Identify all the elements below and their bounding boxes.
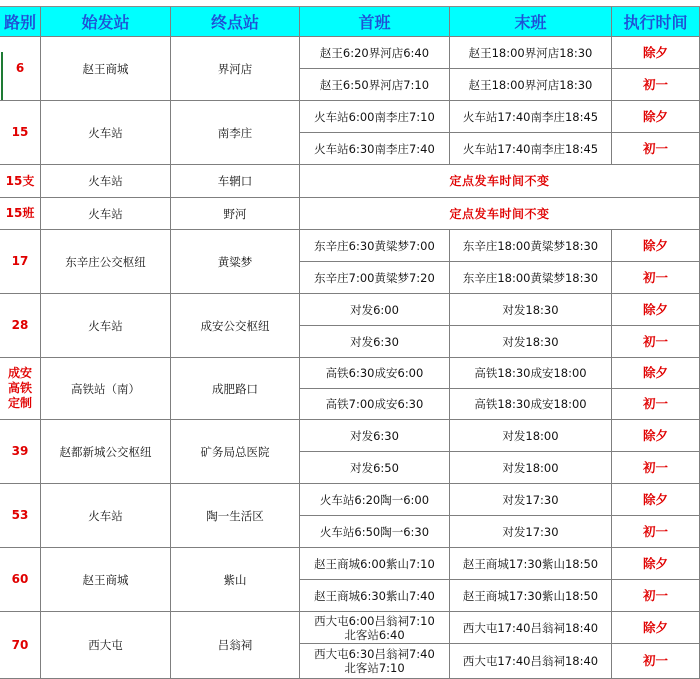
end-station: 车辋口 [171,165,300,198]
route-number: 28 [0,294,41,358]
exec-day: 除夕 [612,294,700,326]
first-bus-time: 赵王商城6:30紫山7:40 [300,580,450,612]
exec-day: 除夕 [612,37,700,69]
last-bus-time: 高铁18:30成安18:00 [450,389,612,420]
first-bus-time: 赵王6:20界河店6:40 [300,37,450,69]
schedule-notice: 定点发车时间不变 [300,198,700,230]
first-bus-time: 西大屯6:30吕翁祠7:40 北客站7:10 [300,644,450,679]
start-station: 火车站 [41,294,171,358]
first-bus-time: 火车站6:30南李庄7:40 [300,133,450,165]
route-number: 15 [0,101,41,165]
header-first-bus: 首班 [300,7,450,37]
first-bus-time: 东辛庄6:30黄粱梦7:00 [300,230,450,262]
end-station: 野河 [171,198,300,230]
start-station: 火车站 [41,198,171,230]
end-station: 吕翁祠 [171,612,300,679]
start-station: 赵都新城公交枢纽 [41,420,171,484]
route-number: 成安 高铁 定制 [0,358,41,420]
first-bus-time: 高铁6:30成安6:00 [300,358,450,389]
first-bus-time: 高铁7:00成安6:30 [300,389,450,420]
last-bus-time: 赵王商城17:30紫山18:50 [450,580,612,612]
route-number: 53 [0,484,41,548]
exec-day: 除夕 [612,548,700,580]
exec-day: 初一 [612,452,700,484]
route-number: 15班 [0,198,41,230]
start-station: 西大屯 [41,612,171,679]
start-station: 东辛庄公交枢纽 [41,230,171,294]
exec-day: 除夕 [612,484,700,516]
exec-day: 除夕 [612,230,700,262]
first-bus-time: 西大屯6:00吕翁祠7:10 北客站6:40 [300,612,450,644]
first-bus-time: 赵王商城6:00紫山7:10 [300,548,450,580]
header-last-bus: 末班 [450,7,612,37]
top-gridline [0,0,700,7]
first-bus-time: 火车站6:50陶一6:30 [300,516,450,548]
last-bus-time: 东辛庄18:00黄粱梦18:30 [450,230,612,262]
end-station: 成肥路口 [171,358,300,420]
end-station: 黄粱梦 [171,230,300,294]
first-bus-time: 赵王6:50界河店7:10 [300,69,450,101]
first-bus-time: 火车站6:00南李庄7:10 [300,101,450,133]
exec-day: 初一 [612,262,700,294]
exec-day: 初一 [612,516,700,548]
first-bus-time: 火车站6:20陶一6:00 [300,484,450,516]
exec-day: 初一 [612,69,700,101]
exec-day: 除夕 [612,101,700,133]
exec-day: 初一 [612,389,700,420]
last-bus-time: 赵王18:00界河店18:30 [450,69,612,101]
route-number: 15支 [0,165,41,198]
last-bus-time: 对发18:00 [450,452,612,484]
end-station: 成安公交枢纽 [171,294,300,358]
end-station: 南李庄 [171,101,300,165]
header-start-station: 始发站 [41,7,171,37]
end-station: 陶一生活区 [171,484,300,548]
route-number: 6 [0,37,41,101]
route-number: 39 [0,420,41,484]
exec-day: 除夕 [612,358,700,389]
start-station: 火车站 [41,165,171,198]
last-bus-time: 赵王商城17:30紫山18:50 [450,548,612,580]
exec-day: 初一 [612,580,700,612]
end-station: 界河店 [171,37,300,101]
start-station: 火车站 [41,101,171,165]
schedule-notice: 定点发车时间不变 [300,165,700,198]
exec-day: 初一 [612,133,700,165]
start-station: 火车站 [41,484,171,548]
first-bus-time: 东辛庄7:00黄粱梦7:20 [300,262,450,294]
route-number: 70 [0,612,41,679]
last-bus-time: 高铁18:30成安18:00 [450,358,612,389]
first-bus-time: 对发6:30 [300,420,450,452]
start-station: 赵王商城 [41,548,171,612]
last-bus-time: 赵王18:00界河店18:30 [450,37,612,69]
start-station: 赵王商城 [41,37,171,101]
last-bus-time: 东辛庄18:00黄粱梦18:30 [450,262,612,294]
first-bus-time: 对发6:00 [300,294,450,326]
end-station: 矿务局总医院 [171,420,300,484]
exec-day: 初一 [612,644,700,679]
route-number: 17 [0,230,41,294]
first-bus-time: 对发6:50 [300,452,450,484]
last-bus-time: 火车站17:40南李庄18:45 [450,101,612,133]
last-bus-time: 对发18:00 [450,420,612,452]
last-bus-time: 对发18:30 [450,326,612,358]
last-bus-time: 西大屯17:40吕翁祠18:40 [450,612,612,644]
exec-day: 初一 [612,326,700,358]
last-bus-time: 火车站17:40南李庄18:45 [450,133,612,165]
route-number: 60 [0,548,41,612]
exec-day: 除夕 [612,612,700,644]
start-station: 高铁站（南） [41,358,171,420]
last-bus-time: 对发17:30 [450,516,612,548]
header-route: 路别 [0,7,41,37]
selection-marker [1,52,3,100]
exec-day: 除夕 [612,420,700,452]
last-bus-time: 西大屯17:40吕翁祠18:40 [450,644,612,679]
header-exec-time: 执行时间 [612,7,700,37]
first-bus-time: 对发6:30 [300,326,450,358]
last-bus-time: 对发18:30 [450,294,612,326]
end-station: 紫山 [171,548,300,612]
last-bus-time: 对发17:30 [450,484,612,516]
header-end-station: 终点站 [171,7,300,37]
